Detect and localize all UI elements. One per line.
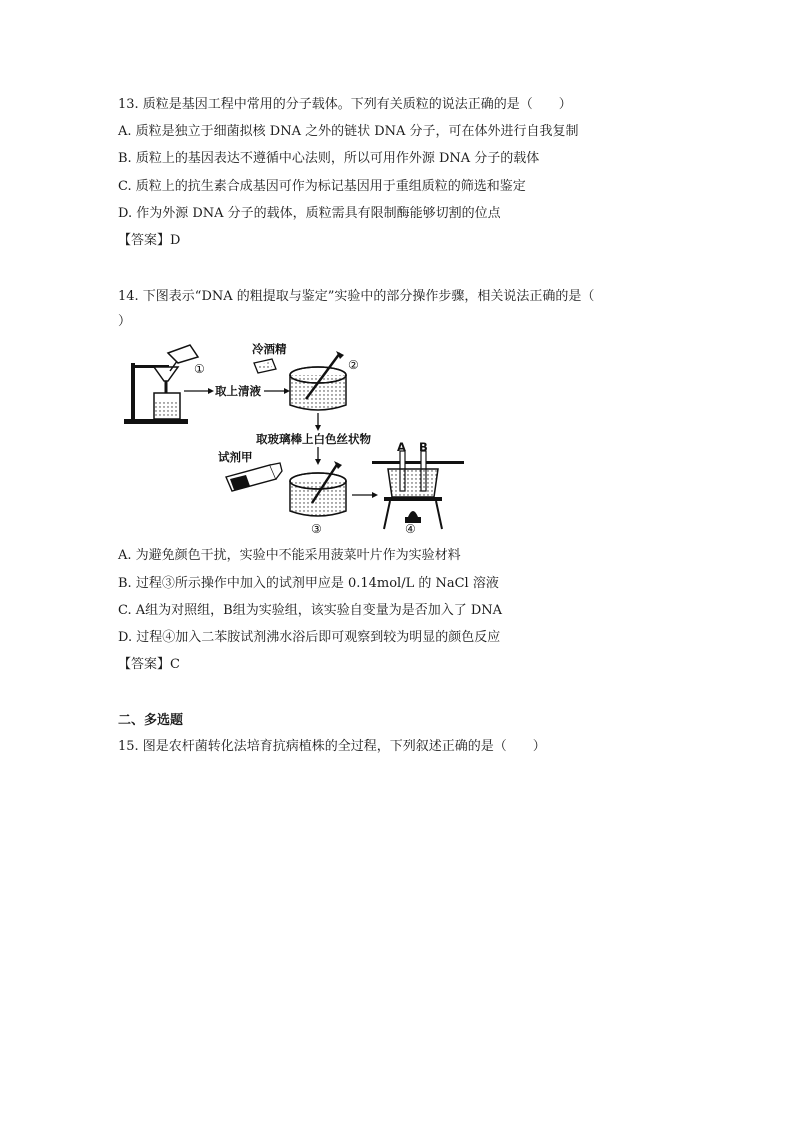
take-white-thread-label: 取玻璃棒上白色丝状物 bbox=[256, 432, 371, 446]
tube-a-label: A bbox=[397, 440, 406, 454]
section-title: 二、多选题 bbox=[118, 713, 184, 728]
dna-extraction-diagram bbox=[118, 333, 468, 538]
q14-answer: 【答案】C bbox=[118, 657, 180, 672]
q13-option-a: A. 质粒是独立于细菌拟核 DNA 之外的链状 DNA 分子，可在体外进行自我复制 bbox=[118, 124, 579, 139]
filter-stand-apparatus bbox=[124, 345, 198, 424]
q14-option-c: C. A组为对照组，B组为实验组，该实验自变量为是否加入了 DNA bbox=[118, 603, 503, 618]
q13-stem: 13. 质粒是基因工程中常用的分子载体。下列有关质粒的说法正确的是（ ） bbox=[118, 97, 572, 112]
water-bath-apparatus bbox=[372, 451, 464, 529]
q14-option-a: A. 为避免颜色干扰，实验中不能采用菠菜叶片作为实验材料 bbox=[118, 548, 461, 563]
q13-option-b: B. 质粒上的基因表达不遵循中心法则，所以可用作外源 DNA 分子的载体 bbox=[118, 151, 540, 166]
step1-label: ① bbox=[194, 362, 205, 376]
q14-option-b: B. 过程③所示操作中加入的试剂甲应是 0.14mol/L 的 NaCl 溶液 bbox=[118, 576, 499, 591]
beaker-step2 bbox=[290, 351, 346, 410]
q13-option-d: D. 作为外源 DNA 分子的载体，质粒需具有限制酶能够切割的位点 bbox=[118, 206, 501, 221]
tube-b-label: B bbox=[419, 440, 428, 454]
q13-answer: 【答案】D bbox=[118, 233, 181, 248]
cold-alcohol-label: 冷酒精 bbox=[252, 342, 287, 356]
step2-label: ② bbox=[348, 358, 359, 372]
q15-stem: 15. 图是农杆菌转化法培育抗病植株的全过程，下列叙述正确的是（ ） bbox=[118, 739, 546, 754]
q14-stem-line1: 14. 下图表示“DNA 的粗提取与鉴定”实验中的部分操作步骤，相关说法正确的是（ bbox=[118, 289, 595, 304]
step3-label: ③ bbox=[311, 522, 322, 536]
q14-stem-line2: ） bbox=[118, 314, 132, 329]
q13-option-c: C. 质粒上的抗生素合成基因可作为标记基因用于重组质粒的筛选和鉴定 bbox=[118, 179, 526, 194]
beaker-step3 bbox=[290, 461, 346, 516]
reagent-a-label: 试剂甲 bbox=[218, 450, 253, 464]
step4-label: ④ bbox=[405, 522, 416, 536]
q14-option-d: D. 过程④加入二苯胺试剂沸水浴后即可观察到较为明显的颜色反应 bbox=[118, 630, 501, 645]
take-supernatant-label: 取上清液 bbox=[215, 384, 261, 398]
